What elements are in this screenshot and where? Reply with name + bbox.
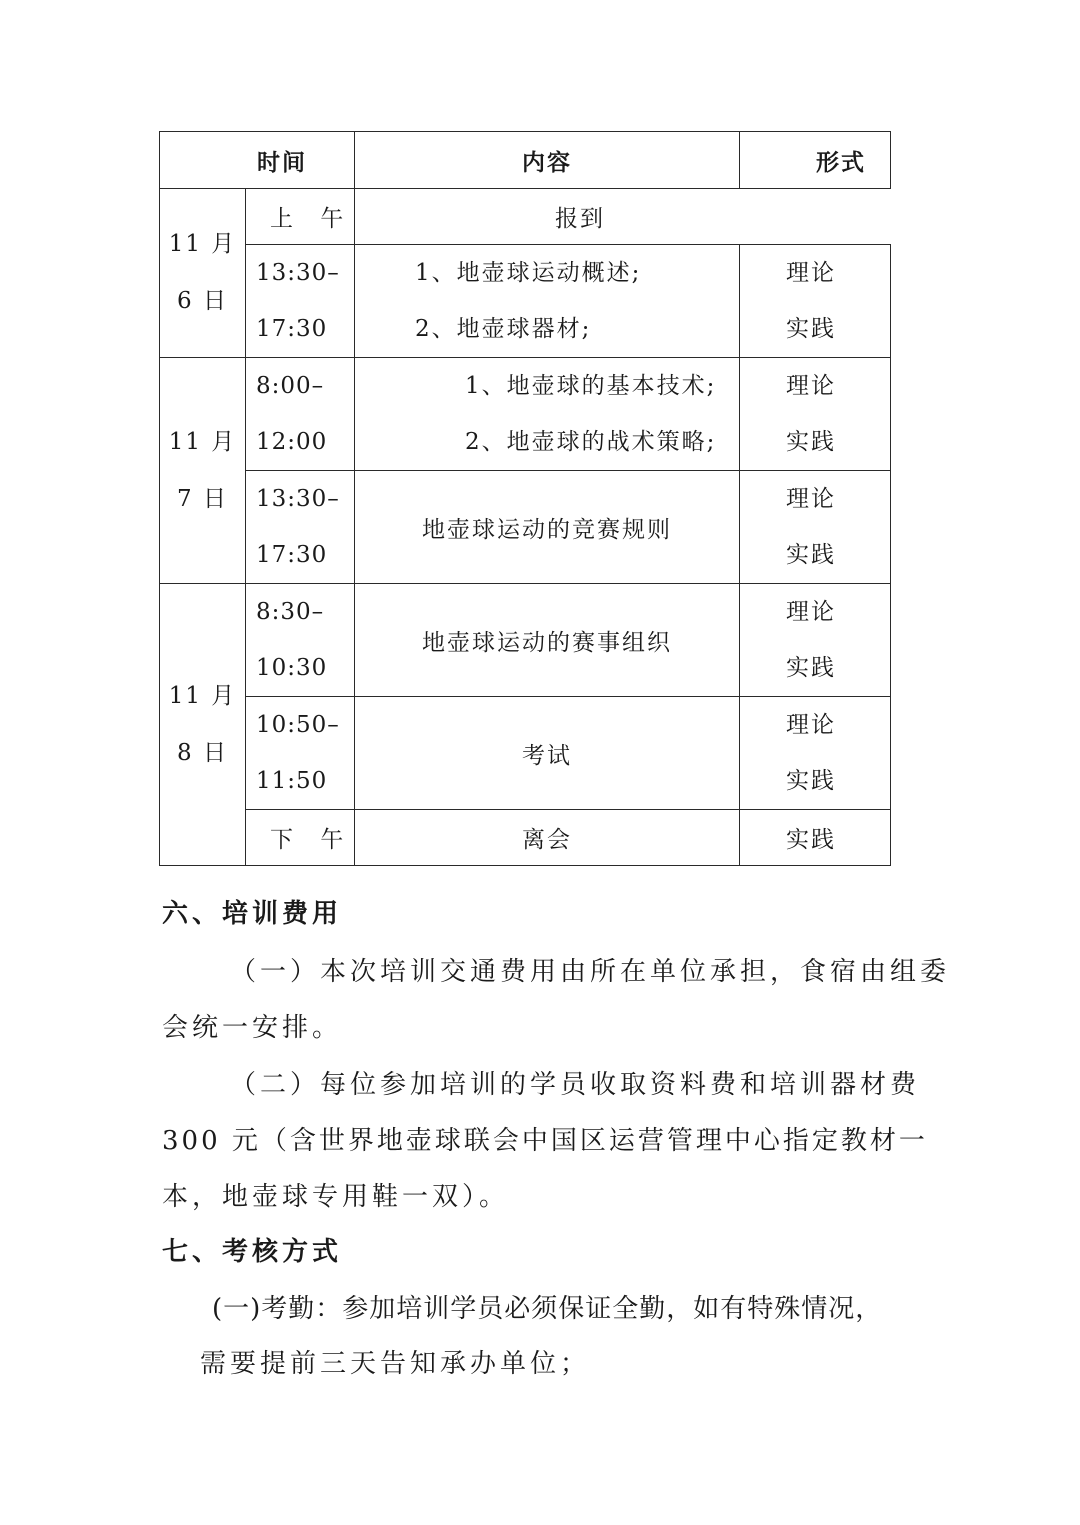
form-cell (740, 358, 891, 471)
section-six-item2-line3: 本，地壶球专用鞋一双）。 (162, 1182, 510, 1212)
training-schedule-table (159, 131, 891, 866)
date-cell-nov-7 (160, 358, 246, 584)
section-seven-item1-line2: 需要提前三天告知承办单位； (200, 1349, 591, 1379)
header-time: 时间 (160, 132, 355, 189)
form-line: 理论 (786, 599, 836, 625)
time-start: 10:50– (256, 712, 340, 738)
table-row (160, 358, 891, 471)
form-cell (740, 584, 891, 697)
form-cell (740, 697, 891, 810)
form-cell (740, 471, 891, 584)
form-line: 理论 (786, 373, 836, 399)
content-cell: 地壶球运动的赛事组织 (355, 584, 740, 697)
time-end: 12:00 (256, 429, 328, 455)
form-cell (740, 245, 891, 358)
section-six-item2-line1: （二）每位参加培训的学员收取资料费和培训器材费 (230, 1070, 921, 1100)
table-row (160, 697, 891, 810)
form-line: 实践 (786, 316, 836, 342)
time-end: 11:50 (256, 768, 328, 794)
form-line: 实践 (786, 429, 836, 455)
time-start: 13:30– (256, 486, 340, 512)
section-six-item2-line2: 300 元（含世界地壶球联会中国区运营管理中心指定教材一 (162, 1126, 928, 1156)
table-row (160, 471, 891, 584)
time-cell: 下 午 (246, 810, 355, 866)
form-line: 理论 (786, 260, 836, 286)
form-cell: 实践 (740, 810, 891, 866)
form-line: 理论 (786, 486, 836, 512)
table-row (160, 245, 891, 358)
date-day: 6 日 (177, 288, 228, 314)
content-line: 1、地壶球运动概述; (415, 260, 642, 286)
table-row (160, 810, 891, 866)
table-row (160, 189, 891, 245)
content-cell (355, 245, 740, 358)
header-form: 形式 (740, 132, 891, 189)
date-day: 7 日 (177, 485, 228, 512)
time-end: 17:30 (256, 542, 328, 568)
content-line: 2、地壶球的战术策略; (465, 429, 717, 455)
content-cell (355, 358, 740, 471)
header-content: 内容 (355, 132, 740, 189)
date-month: 11 月 (168, 428, 237, 455)
date-day: 8 日 (177, 739, 228, 766)
time-cell: 上 午 (246, 189, 355, 245)
content-line: 1、地壶球的基本技术; (465, 373, 717, 399)
date-cell-nov-6 (160, 189, 246, 358)
content-cell: 地壶球运动的竞赛规则 (355, 471, 740, 584)
date-cell-nov-8 (160, 584, 246, 866)
table-header-row (160, 132, 891, 189)
section-seven-heading: 七、考核方式 (162, 1237, 343, 1267)
section-six-item1-line1: （一）本次培训交通费用由所在单位承担，食宿由组委 (230, 957, 951, 987)
form-line: 实践 (786, 655, 836, 681)
form-line: 理论 (786, 712, 836, 738)
content-line: 2、地壶球器材; (415, 316, 592, 342)
section-seven-item1-line1: (一)考勤：参加培训学员必须保证全勤，如有特殊情况， (212, 1294, 883, 1324)
form-line: 实践 (786, 768, 836, 794)
time-cell (246, 245, 355, 358)
date-month: 11 月 (168, 682, 237, 709)
content-cell: 报到 (355, 189, 891, 245)
form-line: 实践 (786, 542, 836, 568)
content-cell: 考试 (355, 697, 740, 810)
section-six-heading: 六、培训费用 (162, 899, 343, 929)
date-month: 11 月 (168, 231, 237, 257)
time-start: 8:30– (256, 599, 325, 625)
table-row (160, 584, 891, 697)
time-end: 10:30 (256, 655, 328, 681)
time-start: 13:30– (256, 260, 340, 286)
content-cell: 离会 (355, 810, 740, 866)
time-cell (246, 471, 355, 584)
time-cell (246, 697, 355, 810)
time-end: 17:30 (256, 316, 328, 342)
time-cell (246, 584, 355, 697)
time-cell (246, 358, 355, 471)
time-start: 8:00– (256, 373, 325, 399)
section-six-item1-line2: 会统一安排。 (162, 1013, 343, 1043)
